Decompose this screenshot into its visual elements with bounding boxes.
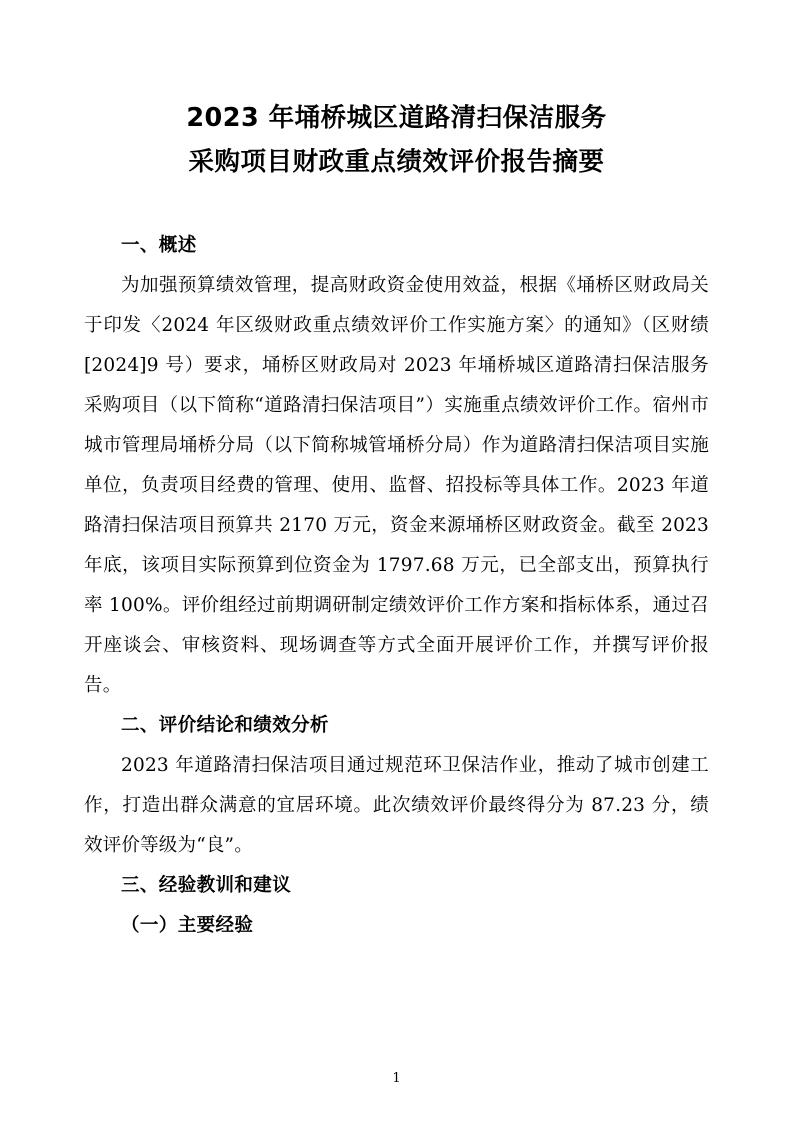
subsection-heading-main-experience: （一）主要经验 bbox=[121, 915, 254, 936]
section-heading-conclusion: 二、评价结论和绩效分析 bbox=[121, 715, 329, 736]
section-heading-overview: 一、概述 bbox=[121, 235, 197, 256]
section-heading-lessons: 三、经验教训和建议 bbox=[121, 875, 292, 896]
section-paragraph-overview: 为加强预算绩效管理，提高财政资金使用效益，根据《埇桥区财政局关于印发〈2024 年区级财政重点绩效评价工作实施方案〉的通知》（区财绩[2024]9 号）要求，埇桥区财政局对 2023 年埇桥城区道路清扫保洁服务采购项目（以下简称“道路清扫保洁项目”）实施重点绩效评价工作。宿州市城市管理局埇桥分局（以下简称城管埇桥分局）作为道路清扫保洁项目实施单位，负责项目经费的管理、使用、监督、招投标等具体工作。2023 年道路清扫保洁项目预算共 2170 万元，资金来源埇桥区财政资金。截至 2023 年底，该项目实际预算到位资金为 1797.68 万元，已全部支出，预算执行率 100%。评价组经过前期调研制定绩效评价工作方案和指标体系，通过召开座谈会、审核资料、现场调查等方式全面开展评价工作，并撰写评价报告。 bbox=[84, 275, 709, 696]
page-title-line-1: 2023 年埇桥城区道路清扫保洁服务 bbox=[186, 103, 607, 133]
section-paragraph-conclusion: 2023 年道路清扫保洁项目通过规范环卫保洁作业，推动了城市创建工作，打造出群众满意的宜居环境。此次绩效评价最终得分为 87.23 分，绩效评价等级为“良”。 bbox=[84, 755, 709, 856]
page-number: 1 bbox=[392, 1071, 401, 1086]
page-title-line-2: 采购项目财政重点绩效评价报告摘要 bbox=[188, 147, 605, 177]
page-title bbox=[84, 96, 709, 184]
